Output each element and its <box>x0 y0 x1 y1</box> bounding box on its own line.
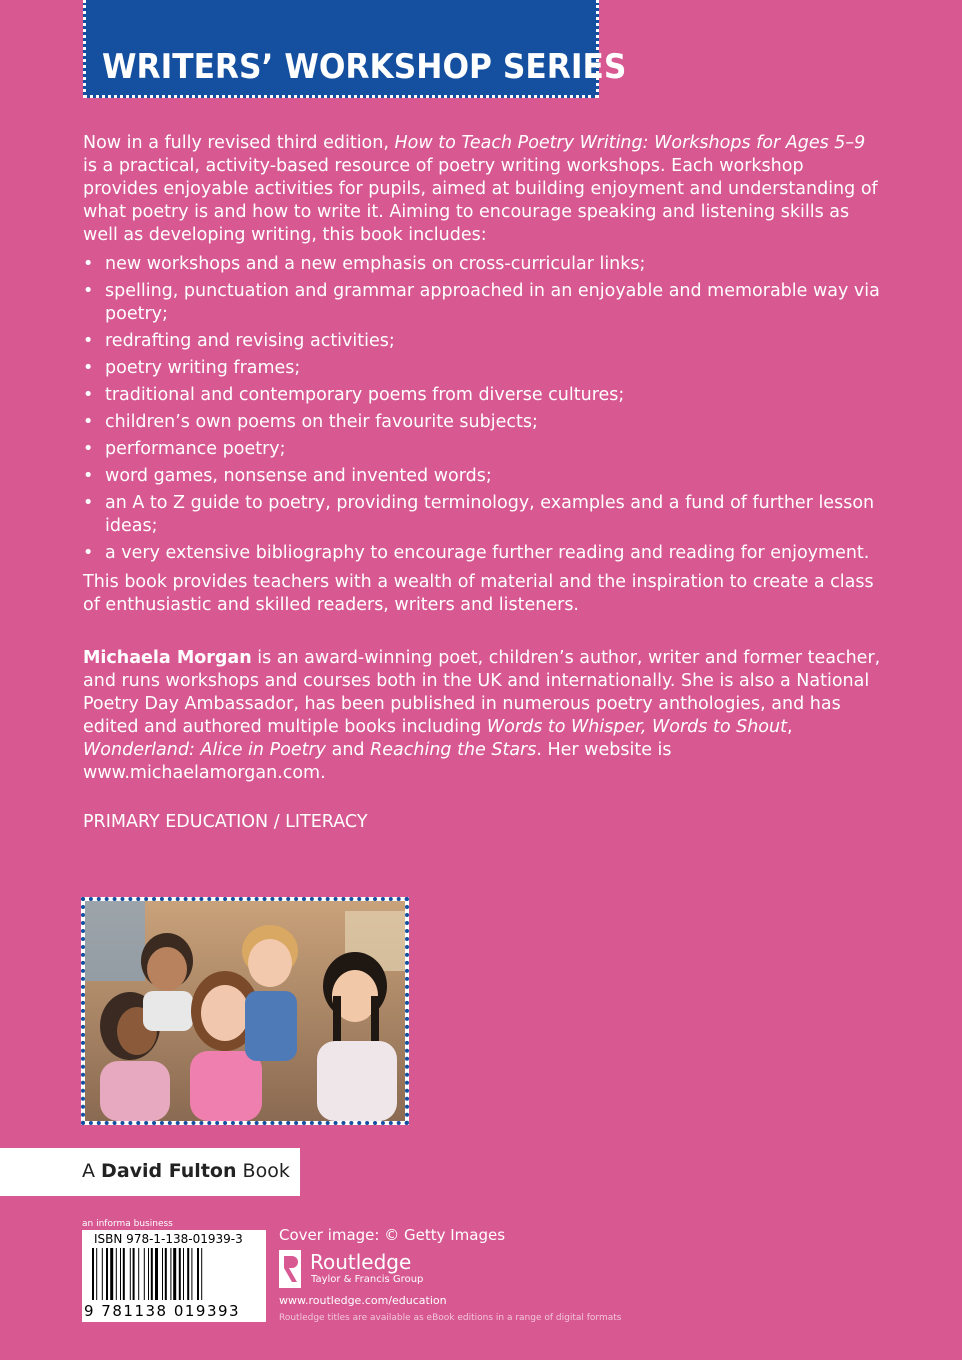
barcode-icon <box>92 1248 262 1300</box>
publisher-url: www.routledge.com/education <box>279 1294 447 1307</box>
bullet-icon: • <box>83 412 94 432</box>
children-photo-illustration <box>85 901 405 1121</box>
series-title: WRITERS’ WORKSHOP SERIES <box>102 47 627 87</box>
list-item-text: traditional and contemporary poems from diverse cultures; <box>105 385 625 405</box>
list-item <box>83 357 883 380</box>
bullet-icon: • <box>83 493 94 513</box>
list-item-text: a very extensive bibliography to encourage further reading and reading for enjoyment. <box>105 543 870 563</box>
list-item-text: children’s own poems on their favourite subjects; <box>105 412 538 432</box>
bullet-icon: • <box>83 281 94 301</box>
list-item-text: poetry writing frames; <box>105 358 301 378</box>
list-item-text: word games, nonsense and invented words; <box>105 466 492 486</box>
list-item <box>83 280 883 326</box>
bio-book-title: Words to Whisper, Words to Shout <box>486 717 787 737</box>
list-item <box>83 465 883 488</box>
bullet-icon: • <box>83 385 94 405</box>
imprint-badge <box>0 1148 300 1196</box>
bullet-icon: • <box>83 543 94 563</box>
intro-lead: Now in a fully revised third edition, <box>83 133 395 153</box>
list-item <box>83 411 883 434</box>
isbn-barcode <box>82 1230 266 1322</box>
bio-text: . Her website is www.michaelamorgan.com. <box>83 740 672 783</box>
closing-paragraph: This book provides teachers with a wealth of material and the inspiration to create a class of enthusiastic and skilled readers, writers and listeners. <box>83 572 874 615</box>
subject-category: PRIMARY EDUCATION / LITERACY <box>83 812 368 832</box>
intro-rest: is a practical, activity-based resource of poetry writing workshops. Each workshop provides enjoyable activities for pupils, aimed at building enjoyment and understanding of what poetry is and how to write it. Aiming to encourage speaking and listening skills as well as developing writing, this book includes: <box>83 156 878 245</box>
bullet-icon: • <box>83 331 94 351</box>
imprint-name: David Fulton <box>101 1160 237 1182</box>
imprint-prefix: A <box>82 1160 102 1182</box>
list-item <box>83 330 883 353</box>
cover-credit: Cover image: © Getty Images <box>279 1226 506 1244</box>
intro-paragraph <box>83 132 883 247</box>
informa-label: an informa business <box>82 1219 173 1229</box>
bullet-icon: • <box>83 358 94 378</box>
publisher-name: Routledge <box>310 1250 412 1274</box>
list-item-text: spelling, punctuation and grammar approached in an enjoyable and memorable way via poetry; <box>105 281 880 324</box>
bio-separator: and <box>326 740 371 760</box>
cover-photo <box>81 897 409 1125</box>
imprint-text <box>82 1160 290 1182</box>
bullet-icon: • <box>83 254 94 274</box>
list-item-text: redrafting and revising activities; <box>105 331 395 351</box>
book-title: How to Teach Poetry Writing: Workshops for Ages 5–9 <box>394 133 866 153</box>
list-item-text: new workshops and a new emphasis on cross-curricular links; <box>105 254 646 274</box>
bullet-icon: • <box>83 466 94 486</box>
list-item-text: an A to Z guide to poetry, providing terminology, examples and a fund of further lesson ideas; <box>105 493 875 536</box>
list-item <box>83 542 883 565</box>
list-item <box>83 438 883 461</box>
author-bio <box>83 647 883 785</box>
bio-text: is an award-winning poet, children’s author, writer and former teacher, and runs workshops and courses both in the UK and internationally. She is also a National Poetry Day Ambassador, has been published in numerous poetry anthologies, and has edited and authored multiple books including <box>83 648 881 737</box>
barcode-digits: 9 781138 019393 <box>84 1302 241 1320</box>
blurb <box>83 132 883 834</box>
isbn-label: ISBN 978-1-138-01939-3 <box>94 1232 243 1246</box>
ebook-note: Routledge titles are available as eBook editions in a range of digital formats <box>279 1313 622 1323</box>
series-banner <box>83 0 627 98</box>
publisher-group: Taylor & Francis Group <box>311 1274 424 1285</box>
bullet-icon: • <box>83 439 94 459</box>
routledge-logo-icon <box>279 1250 301 1288</box>
list-item <box>83 384 883 407</box>
list-item-text: performance poetry; <box>105 439 286 459</box>
list-item <box>83 492 883 538</box>
list-item <box>83 253 883 276</box>
imprint-suffix: Book <box>236 1160 290 1182</box>
bio-separator: , <box>786 717 793 737</box>
bio-book-title: Wonderland: Alice in Poetry <box>83 740 327 760</box>
bio-book-title: Reaching the Stars <box>370 740 537 760</box>
author-name: Michaela Morgan <box>83 648 252 668</box>
feature-list <box>83 253 883 565</box>
